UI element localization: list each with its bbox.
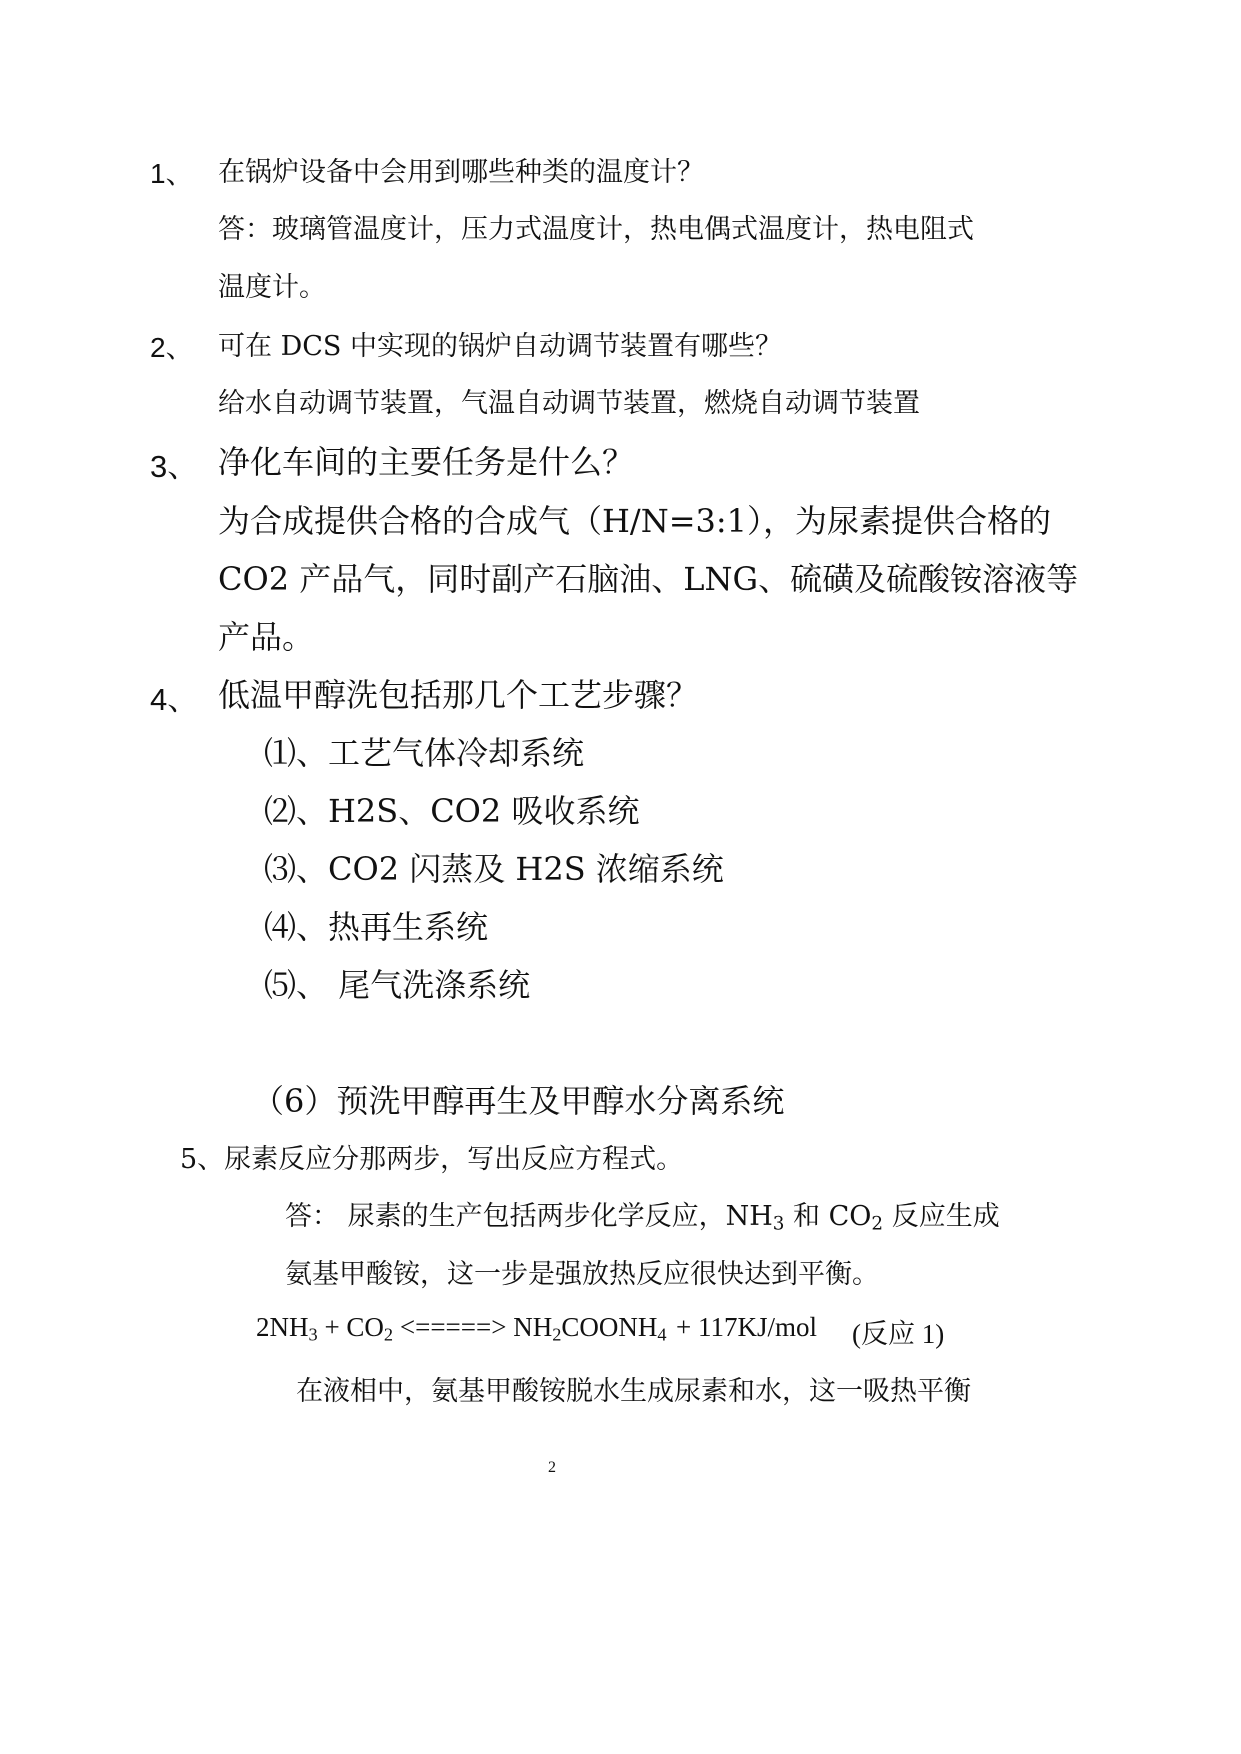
page-number: 2: [548, 1459, 556, 1476]
q2-number: 2、: [150, 332, 194, 363]
nh3-subscript: 3: [772, 1213, 785, 1235]
reaction-label: (反应 1): [852, 1319, 945, 1349]
q1-answer-line1: 答：玻璃管温度计，压力式温度计，热电偶式温度计，热电阻式: [218, 214, 974, 245]
q4-question: 低温甲醇洗包括那几个工艺步骤？: [218, 676, 699, 714]
eq-part-1: 2NH: [256, 1312, 309, 1342]
eq-sub-4: 4: [657, 1324, 667, 1345]
eq-sub-2: 2: [383, 1324, 394, 1345]
q5-answer-suffix: 反应生成: [883, 1201, 1000, 1232]
q5-last-line: 在液相中，氨基甲酸铵脱水生成尿素和水，这一吸热平衡: [296, 1376, 971, 1407]
q3-answer-line3: 产品。: [218, 618, 315, 656]
eq-part-3: <=====> NH: [393, 1312, 553, 1342]
q4-step-1: ⑴、工艺气体冷却系统: [264, 734, 585, 772]
q3-question: 净化车间的主要任务是什么？: [218, 443, 635, 481]
eq-part-4: COONH: [561, 1312, 658, 1342]
q2-answer: 给水自动调节装置，气温自动调节装置，燃烧自动调节装置: [218, 388, 920, 419]
q4-step-3: ⑶、CO2 闪蒸及 H2S 浓缩系统: [264, 850, 724, 888]
q4-step-2: ⑵、H2S、CO2 吸收系统: [264, 792, 640, 830]
q5-answer-line1: [285, 1194, 1000, 1233]
q5-answer-mid: 和 CO: [784, 1201, 872, 1232]
eq-part-2: + CO: [317, 1312, 384, 1342]
co2-subscript: 2: [871, 1213, 884, 1235]
q4-step-5: ⑸、 尾气洗涤系统: [264, 966, 531, 1004]
q4-step-6: （6）预洗甲醇再生及甲醇水分离系统: [252, 1082, 785, 1120]
q5-answer-line2: 氨基甲酸铵，这一步是强放热反应很快达到平衡。: [285, 1259, 879, 1290]
eq-sub-1: 3: [308, 1324, 318, 1345]
q5-question: 5、尿素反应分那两步，写出反应方程式。: [180, 1144, 684, 1175]
q4-step-4: ⑷、热再生系统: [264, 908, 489, 946]
q1-number: 1、: [150, 158, 194, 189]
q5-answer-prefix: 答： 尿素的生产包括两步化学反应，NH: [285, 1201, 773, 1232]
q3-number: 3、: [150, 449, 199, 484]
q3-answer-line1: 为合成提供合格的合成气（H/N=3:1），为尿素提供合格的: [218, 502, 1052, 540]
eq-sub-3: 2: [552, 1324, 562, 1345]
q2-question: 可在 DCS 中实现的锅炉自动调节装置有哪些？: [218, 331, 782, 362]
q3-answer-line2: CO2 产品气，同时副产石脑油、LNG、硫磺及硫酸铵溶液等: [218, 560, 1079, 598]
q1-question: 在锅炉设备中会用到哪些种类的温度计？: [218, 157, 704, 188]
q1-answer-line2: 温度计。: [218, 272, 326, 303]
q4-number: 4、: [150, 682, 199, 717]
reaction-equation: [256, 1312, 667, 1343]
reaction-heat: + 117KJ/mol: [676, 1312, 817, 1342]
